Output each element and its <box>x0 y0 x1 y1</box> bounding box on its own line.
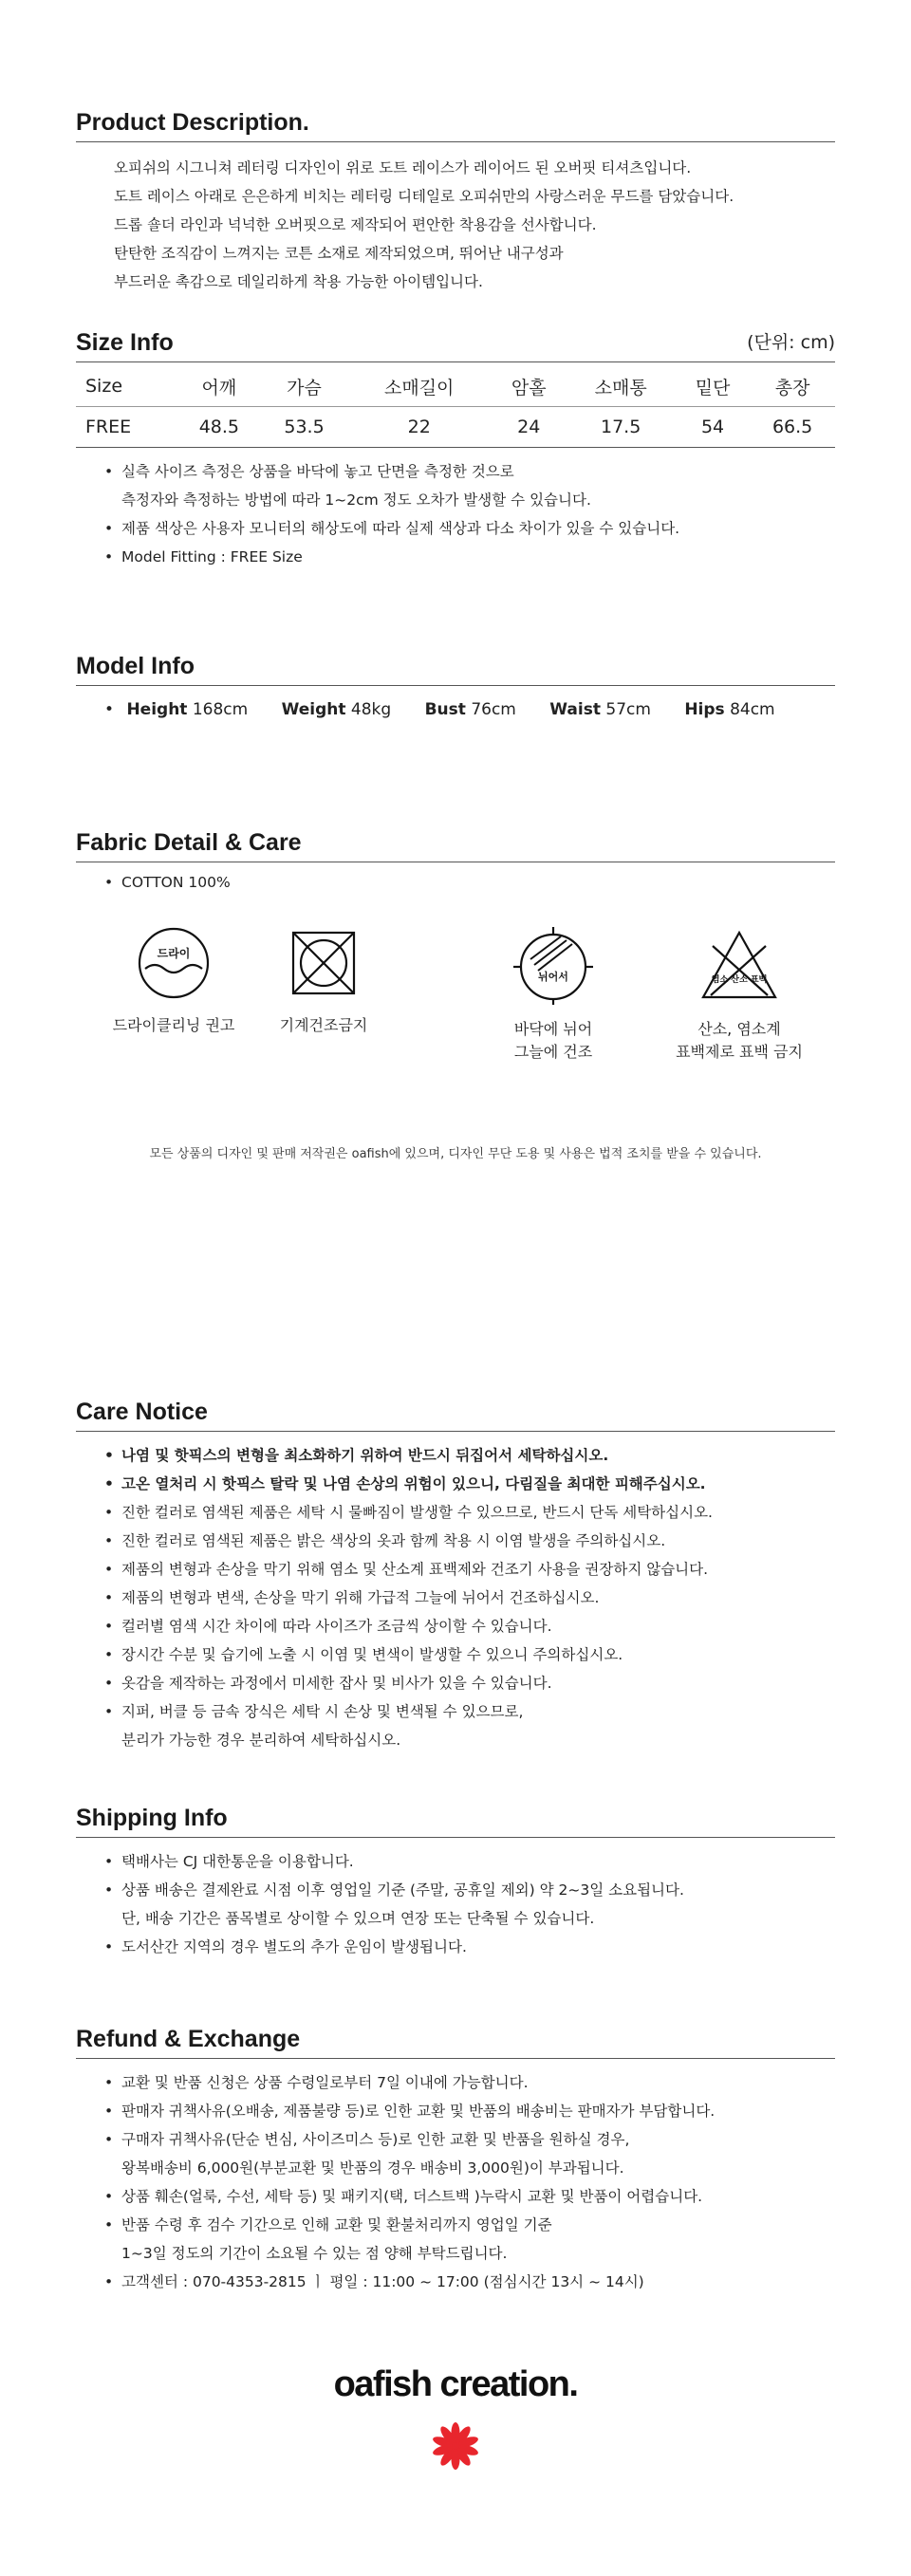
shipping-title: Shipping Info <box>76 1805 228 1831</box>
list-item: • 실측 사이즈 측정은 상품을 바닥에 놓고 단면을 측정한 것으로 <box>104 463 514 480</box>
list-item: • 제품의 변형과 변색, 손상을 막기 위해 가급적 그늘에 뉘어서 건조하십시오. <box>104 1589 600 1606</box>
weight-label: Weight <box>281 700 346 719</box>
description-line: 오피쉬의 시그니쳐 레터링 디자인이 위로 도트 레이스가 레이어드 된 오버핏 티셔츠입니다. <box>114 159 692 176</box>
size-unit: (단위: cm) <box>747 332 835 353</box>
care-notice-title: Care Notice <box>76 1399 208 1425</box>
list-item: • 고온 열처리 시 핫픽스 탈락 및 나염 손상의 위험이 있으니, 다림질을 최대한 피해주십시오. <box>104 1475 706 1492</box>
size-cell: 22 <box>407 417 431 437</box>
list-item: 단, 배송 기간은 품목별로 상이할 수 있으며 연장 또는 단축될 수 있습니다. <box>121 1910 595 1927</box>
list-item: • 지퍼, 버클 등 금속 장식은 세탁 시 손상 및 변색될 수 있으므로, <box>104 1703 524 1720</box>
size-cell: 54 <box>700 417 725 437</box>
refund-list <box>76 2059 835 2296</box>
fabric-composition: COTTON 100% <box>121 874 231 891</box>
copyright-notice: 모든 상품의 디자인 및 판매 저작권은 oafish에 있으며, 디자인 무단 도용 및 사용은 법적 조치를 받을 수 있습니다. <box>149 1147 762 1161</box>
size-col-header: 소매길이 <box>383 377 455 398</box>
flower-logo-icon <box>432 2418 479 2474</box>
height-label: Height <box>126 700 188 719</box>
size-col-header: 어깨 <box>201 377 237 398</box>
care-label: 표백제로 표백 금지 <box>676 1043 803 1061</box>
care-label: 기계건조금지 <box>279 1016 368 1034</box>
product-description-title: Product Description. <box>76 109 309 136</box>
flat-dry-icon-text: 뉘어서 <box>538 971 568 983</box>
fabric-list <box>76 862 835 897</box>
no-tumble-dry-icon <box>286 925 362 1001</box>
list-item: • 컬러별 염색 시간 차이에 따라 사이즈가 조금씩 상이할 수 있습니다. <box>104 1618 552 1635</box>
size-col-header: 가슴 <box>287 377 322 398</box>
list-item: • 도서산간 지역의 경우 별도의 추가 운임이 발생됩니다. <box>104 1938 467 1955</box>
size-col-header: 총장 <box>774 377 810 398</box>
care-label: 드라이클리닝 권고 <box>112 1016 235 1034</box>
list-item: • 상품 훼손(얼룩, 수선, 세탁 등) 및 패키지(택, 더스트백 )누락시 교환 및 반품이 어렵습니다. <box>104 2188 703 2205</box>
divider <box>76 361 835 362</box>
size-cell: 66.5 <box>772 417 813 437</box>
size-table-header <box>76 366 835 407</box>
care-icons <box>76 925 835 1086</box>
bust-value: 76cm <box>471 700 516 719</box>
refund-title: Refund & Exchange <box>76 2026 301 2052</box>
waist-label: Waist <box>549 700 601 719</box>
flat-dry-shade-icon <box>513 925 593 1005</box>
size-col-header: 소매통 <box>594 377 647 398</box>
list-item: • 제품 색상은 사용자 모니터의 해상도에 따라 실제 색상과 다소 차이가 있을 수 있습니다. <box>104 520 680 537</box>
list-item: • 제품의 변형과 손상을 막기 위해 염소 및 산소계 표백제와 건조기 사용을 권장하지 않습니다. <box>104 1561 709 1578</box>
list-item: 1~3일 정도의 기간이 소요될 수 있는 점 양해 부탁드립니다. <box>121 2245 508 2262</box>
waist-value: 57cm <box>605 700 651 719</box>
size-col-header: Size <box>85 376 123 397</box>
list-item: • 장시간 수분 및 습기에 노출 시 이염 및 변색이 발생할 수 있으니 주의하십시오. <box>104 1646 623 1663</box>
list-item: • 반품 수령 후 검수 기간으로 인해 교환 및 환불처리까지 영업일 기준 <box>104 2216 552 2233</box>
list-item: • 나염 및 핫픽스의 변형을 최소화하기 위하여 반드시 뒤집어서 세탁하십시오. <box>104 1447 609 1464</box>
care-item <box>482 925 624 1064</box>
care-label: 바닥에 뉘어 <box>513 1020 593 1038</box>
model-info-section <box>76 651 835 722</box>
list-item: • 교환 및 반품 신청은 상품 수령일로부터 7일 이내에 가능합니다. <box>104 2074 529 2091</box>
description-line: 부드러운 촉감으로 데일리하게 착용 가능한 아이템입니다. <box>114 273 483 290</box>
size-cell: FREE <box>85 417 132 437</box>
list-item: • 택배사는 CJ 대한통운을 이용합니다. <box>104 1853 354 1870</box>
list-item: • 고객센터 : 070-4353-2815 ㅣ 평일 : 11:00 ~ 17:00 (점심시간 13시 ~ 14시) <box>104 2273 644 2290</box>
size-cell: 17.5 <box>600 417 641 437</box>
fabric-section <box>76 827 835 897</box>
size-notes <box>76 448 835 571</box>
size-col-header: 밑단 <box>695 377 731 398</box>
product-description-text <box>76 142 835 296</box>
list-item: 측정자와 측정하는 방법에 따라 1~2cm 정도 오차가 발생할 수 있습니다. <box>121 491 591 509</box>
size-cell: 48.5 <box>198 417 239 437</box>
list-item: • 상품 배송은 결제완료 시점 이후 영업일 기준 (주말, 공휴일 제외) 약 2~3일 소요됩니다. <box>104 1881 684 1899</box>
list-item: • 구매자 귀책사유(단순 변심, 사이즈미스 등)로 인한 교환 및 반품을 원하실 경우, <box>104 2131 630 2148</box>
model-info-title: Model Info <box>76 653 195 679</box>
care-label: 그늘에 건조 <box>513 1043 593 1061</box>
list-item: • COTTON 100% <box>104 874 231 891</box>
product-description-section <box>76 107 835 296</box>
care-item <box>668 925 810 1064</box>
size-info-section <box>76 327 835 571</box>
description-line: 도트 레이스 아래로 은은하게 비치는 레터링 디테일로 오피쉬만의 사랑스러운 무드를 담았습니다. <box>114 188 734 205</box>
hips-label: Hips <box>684 700 725 719</box>
list-item: • 옷감을 제작하는 과정에서 미세한 잡사 및 비사가 있을 수 있습니다. <box>104 1675 552 1692</box>
hips-value: 84cm <box>730 700 775 719</box>
description-line: 탄탄한 조직감이 느껴지는 코튼 소재로 제작되었으며, 뛰어난 내구성과 <box>114 245 564 262</box>
care-notice-section <box>76 1397 835 1754</box>
list-item: 왕복배송비 6,000원(부분교환 및 반품의 경우 배송비 3,000원)이 부과됩니다. <box>121 2159 624 2177</box>
shipping-list <box>76 1838 835 1961</box>
size-info-title: Size Info <box>76 329 174 356</box>
list-item: 분리가 가능한 경우 분리하여 세탁하십시오. <box>121 1732 401 1749</box>
model-measurements: • Height 168cm Weight 48kg Bust 76cm Waist 57cm Hips 84cm <box>104 700 775 719</box>
brand-logo-text: oafish creation. <box>333 2364 578 2404</box>
dry-clean-icon <box>136 925 212 1001</box>
size-col-header: 암홀 <box>511 377 547 398</box>
shipping-section <box>76 1803 835 1961</box>
height-value: 168cm <box>192 700 249 719</box>
fabric-title: Fabric Detail & Care <box>76 829 302 856</box>
customer-center: 고객센터 : 070-4353-2815 ㅣ 평일 : 11:00 ~ 17:00 (점심시간 13시 ~ 14시) <box>121 2273 644 2290</box>
list-item: • 진한 컬러로 염색된 제품은 세탁 시 물빠짐이 발생할 수 있으므로, 반드시 단독 세탁하십시오. <box>104 1504 713 1521</box>
size-cell: 24 <box>517 417 541 437</box>
care-item <box>102 925 245 1037</box>
weight-value: 48kg <box>350 700 392 719</box>
table-row <box>76 407 835 448</box>
dry-clean-icon-text: 드라이 <box>157 947 191 960</box>
refund-section <box>76 2024 835 2296</box>
list-item: • 진한 컬러로 염색된 제품은 밝은 색상의 옷과 함께 착용 시 이염 발생을 주의하십시오. <box>104 1532 666 1549</box>
no-bleach-icon-text: 염소 산소 표백 <box>711 975 768 985</box>
care-notice-list <box>76 1432 835 1754</box>
no-bleach-icon <box>699 925 779 1005</box>
size-cell: 53.5 <box>284 417 325 437</box>
list-item: • Model Fitting : FREE Size <box>104 548 303 565</box>
flower-center <box>452 2442 459 2450</box>
description-line: 드롭 숄더 라인과 넉넉한 오버핏으로 제작되어 편안한 착용감을 선사합니다. <box>114 216 597 233</box>
care-item <box>252 925 395 1037</box>
care-label: 산소, 염소계 <box>697 1020 781 1038</box>
list-item: • 판매자 귀책사유(오배송, 제품불량 등)로 인한 교환 및 반품의 배송비는 판매자가 부담합니다. <box>104 2103 716 2120</box>
size-table <box>76 366 835 448</box>
bust-label: Bust <box>424 700 466 719</box>
